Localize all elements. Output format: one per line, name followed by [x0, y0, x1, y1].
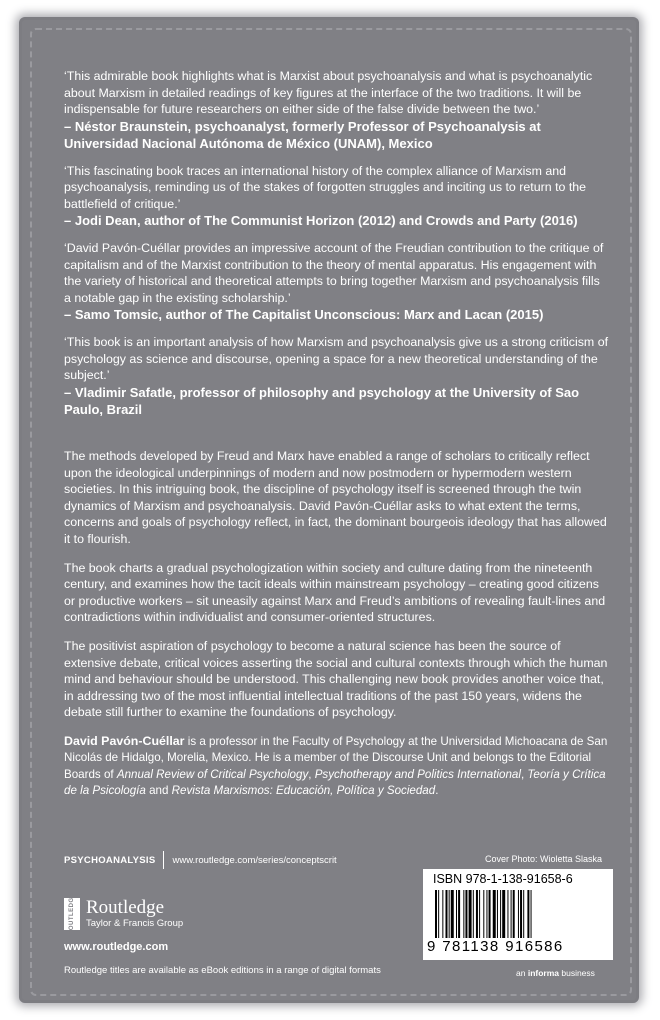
barcode-bar	[486, 890, 487, 938]
endorsement-attribution: – Jodi Dean, author of The Communist Horizon (2012) and Crowds and Party (2016)	[64, 213, 578, 228]
barcode-bar	[531, 890, 532, 938]
barcode-bar	[518, 890, 519, 938]
routledge-mark-icon: ROUTLEDGE	[64, 898, 80, 930]
description-paragraph: The book charts a gradual psychologization within society and culture dating from the nineteenth century, and examines how the tacit ideals within mainstream psychology – creating good citizens or productive workers – sit uneasily against Marx and Freud’s ambitions of revealing fault-lines and contradictions within individualist and consumer-oriented structures.	[64, 560, 606, 625]
journal-title: Annual Review of Critical Psychology	[116, 767, 309, 781]
publisher-website[interactable]: www.routledge.com	[64, 941, 169, 953]
barcode-bar	[520, 890, 522, 938]
barcode-bar	[456, 890, 457, 938]
bio-sep: .	[435, 783, 439, 797]
publisher-logo	[64, 892, 184, 936]
publisher-name: Routledge	[86, 897, 165, 918]
endorsements	[64, 68, 609, 429]
endorsement	[64, 240, 609, 323]
barcode-bar	[511, 890, 512, 938]
publisher-group: Taylor & Francis Group	[86, 918, 184, 929]
isbn: ISBN 978-1-138-91658-6	[433, 872, 573, 886]
barcode-bar	[446, 890, 448, 938]
barcode-bar	[451, 890, 454, 938]
endorsement-attribution: – Néstor Braunstein, psychoanalyst, formerly Professor of Psychoanalysis at Universidad Nacional Autónoma de México (UNAM), Mexico	[64, 118, 541, 151]
barcode-bar	[442, 890, 443, 938]
tagline-prefix: an	[516, 968, 528, 978]
series-line	[64, 851, 337, 869]
barcode-bar	[502, 890, 505, 938]
barcode-bar	[513, 890, 515, 938]
journal-title: Revista Marxismos: Educación, Política y Sociedad	[171, 783, 436, 797]
barcode-bar	[497, 890, 498, 938]
endorsement-text: ‘This fascinating book traces an international history of the complex alliance of Marxism and psychoanalysis, reminding us of the stakes of forgotten struggles and inciting us to return to the battlefield of critique.’	[64, 163, 587, 211]
barcode-bar	[463, 890, 464, 938]
barcode-bar	[465, 890, 467, 938]
barcode-bar	[479, 890, 480, 938]
informa-tagline	[516, 968, 595, 978]
cover-credit: Cover Photo: Wioletta Slaska	[485, 854, 603, 864]
bio-sep: ,	[308, 767, 315, 781]
endorsement	[64, 68, 609, 152]
subject-category: PSYCHOANALYSIS	[64, 854, 156, 866]
barcode-box	[423, 869, 613, 960]
journal-title: Psychotherapy and Politics International	[314, 767, 521, 781]
barcode-bar	[435, 890, 437, 938]
bio-text: is a professor in the Faculty of Psychology at the Universidad Michoacana de San Nicolás de Hidalgo, Morelia, Mexico. He is a member of the Discourse Unit and belongs to the Editorial Boards of	[64, 734, 608, 781]
barcode-bar	[500, 890, 501, 938]
author-name: David Pavón-Cuéllar	[64, 733, 185, 748]
barcode-bar	[469, 890, 472, 938]
barcode-bar	[458, 890, 460, 938]
endorsement-attribution: – Vladimir Safatle, professor of philosophy and psychology at the University of Sao Paulo, Brazil	[64, 384, 580, 417]
series-link[interactable]: www.routledge.com/series/conceptscrit	[172, 854, 337, 866]
description-paragraph: The methods developed by Freud and Marx have enabled a range of scholars to critically reflect upon the ideological underpinnings of modern and now postmodern or hypermodern western societies. In this intriguing book, the discipline of psychology itself is screened through the twin dynamics of Marxism and psychoanalysis. David Pavón-Cuéllar asks to what extent the terms, concerns and goals of psychology reflect, in fact, the dominant bourgeois ideology that has allowed it to flourish.	[64, 449, 607, 546]
barcode-bar	[527, 890, 529, 938]
barcode-bar	[489, 890, 491, 938]
barcode	[435, 890, 605, 938]
book-description	[64, 448, 612, 811]
endorsement-text: ‘David Pavón-Cuéllar provides an impressive account of the Freudian contribution to the critique of capitalism and of the Marxist contribution to the theory of mental apparatus. His engagement with the variety of historical and theoretical attempts to bring together Marxism and psychoanalysis fills a notable gap in the existing scholarship.’	[64, 241, 604, 305]
tagline-suffix: business	[559, 968, 595, 978]
barcode-bar	[476, 890, 478, 938]
barcode-digits: 9 781138 916586	[427, 938, 564, 955]
barcode-bar	[438, 890, 439, 938]
description-paragraph: The positivist aspiration of psychology to become a natural science has been the source of extensive debate, critical voices asserting the social and cultural contexts through which the human mind and behaviour should be understood. This challenging new book provides another voice that, in addressing two of the most influential intellectual traditions of the past 150 years, widens the debate still further to examine the foundations of psychology.	[64, 638, 608, 720]
barcode-bar	[523, 890, 524, 938]
divider	[163, 851, 164, 869]
endorsement-attribution: – Samo Tomsic, author of The Capitalist Unconscious: Marx and Lacan (2015)	[64, 307, 544, 322]
endorsement-text: ‘This book is an important analysis of how Marxism and psychoanalysis give us a strong criticism of psychology as science and discourse, opening a space for a new theoretical understanding of the subject.’	[64, 335, 609, 382]
barcode-bar	[507, 890, 508, 938]
ebook-note: Routledge titles are available as eBook editions in a range of digital formats	[64, 965, 381, 976]
endorsement	[64, 163, 609, 230]
endorsement-text: ‘This admirable book highlights what is Marxist about psychoanalysis and what is psychoanalytic about Marxism in detailed readings of key figures at the interface of the two traditions. It will be indispensable for future researchers on either side of the false divide between the two.’	[64, 69, 593, 116]
informa-brand: informa	[527, 968, 559, 978]
journal-title: Teoría y Crítica de la Psicología	[64, 767, 606, 797]
barcode-bar	[483, 890, 484, 938]
barcode-bar	[473, 890, 474, 938]
bio-sep: ,	[520, 767, 528, 781]
barcode-bar	[449, 890, 450, 938]
endorsement	[64, 334, 609, 418]
bio-sep: and	[145, 783, 172, 797]
barcode-bar	[493, 890, 496, 938]
author-bio	[64, 733, 612, 799]
